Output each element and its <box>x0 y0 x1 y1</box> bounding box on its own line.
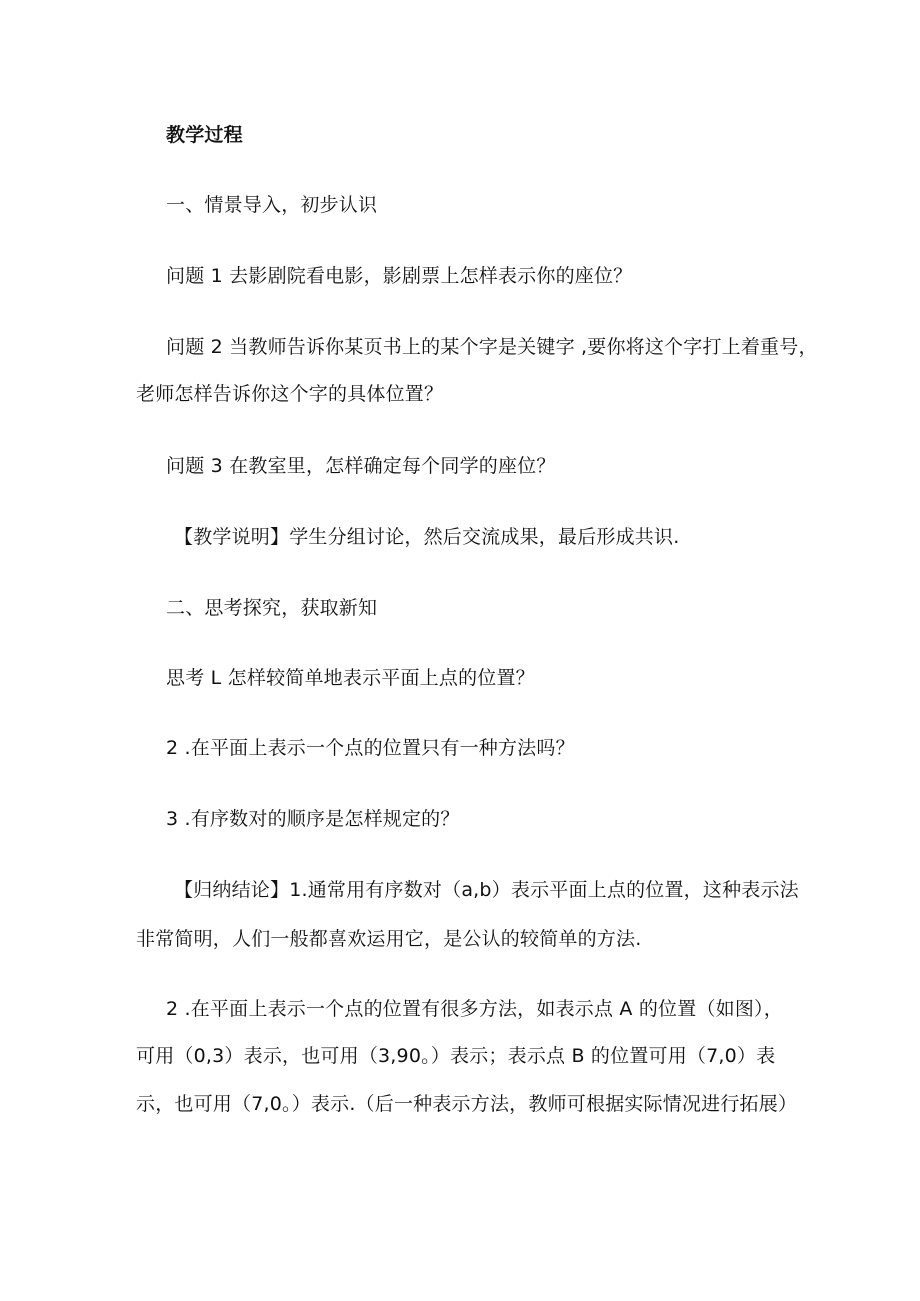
conclusion-line-2: 非常简明，人们一般都喜欢运用它，是公认的较简单的方法. <box>136 928 642 950</box>
teaching-note: 【教学说明】学生分组讨论，然后交流成果，最后形成共识. <box>174 526 680 548</box>
page-title: 教学过程 <box>166 124 243 146</box>
point-2-line-1: 2 .在平面上表示一个点的位置有很多方法，如表示点 A 的位置（如图）， <box>166 998 783 1020</box>
point-2-line-2: 可用（0,3）表示，也可用（3,90。）表示；表示点 B 的位置可用（7,0）表 <box>136 1045 776 1067</box>
conclusion-line-1: 【归纳结论】1.通常用有序数对（a,b）表示平面上点的位置，这种表示法 <box>174 879 799 901</box>
point-2-line-3: 示，也可用（7,0。）表示.（后一种表示方法，教师可根据实际情况进行拓展） <box>136 1093 798 1115</box>
section-heading-1: 一、情景导入，初步认识 <box>166 194 378 216</box>
question-1: 问题 1 去影剧院看电影，影剧票上怎样表示你的座位？ <box>166 265 633 287</box>
question-2-line-2: 老师怎样告诉你这个字的具体位置？ <box>136 383 444 405</box>
question-2-line-1: 问题 2 当教师告诉你某页书上的某个字是关键字 ,要你将这个字打上着重号， <box>166 336 818 358</box>
think-3: 3 .有序数对的顺序是怎样规定的？ <box>166 808 460 830</box>
think-1: 思考 L 怎样较简单地表示平面上点的位置？ <box>166 667 535 689</box>
section-heading-2: 二、思考探究，获取新知 <box>166 597 378 619</box>
question-3: 问题 3 在教室里，怎样确定每个同学的座位？ <box>166 455 556 477</box>
think-2: 2 .在平面上表示一个点的位置只有一种方法吗？ <box>166 737 575 759</box>
